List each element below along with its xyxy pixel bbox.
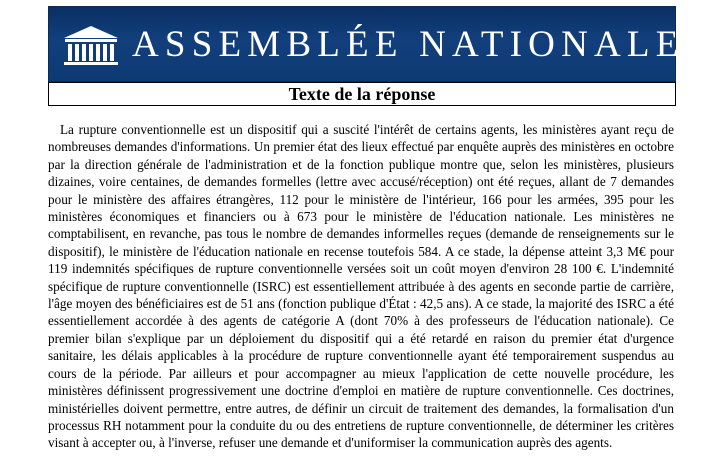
section-heading: Texte de la réponse: [48, 82, 676, 106]
hemicycle-building-icon: [62, 22, 120, 68]
site-title: ASSEMBLÉE NATIONALE: [132, 24, 685, 65]
header-banner: [48, 6, 685, 82]
response-text: La rupture conventionnelle est un dispositif qui a suscité l'intérêt de certains agents, les ministères ayant reçu de nombreuses demandes d'informations. Un premier état des lieux effectué par enquête auprès des ministères en octobre par la direction générale de l'administration et de la fonction publique montre que, selon les ministères, plusieurs dizaines, voire centaines, de demandes formelles (lettre avec accusé/réception) ont été reçues, allant de 7 demandes pour le ministère des affaires étrangères, 112 pour le ministère de l'intérieur, 166 pour les armées, 395 pour les ministères économiques et financiers ou à 673 pour le ministère de l'éducation nationale. Les ministères ne comptabilisent, en revanche, pas tous le nombre de demandes informelles reçues (demande de renseignements sur le dispositif), le ministère de l'éducation nationale en recense toutefois 584. A ce stade, la dépense atteint 3,3 M€ pour 119 indemnités spécifiques de rupture conventionnelle versées soit un coût moyen d'environ 28 100 €. L'indemnité spécifique de rupture conventionnelle (ISRC) est essentiellement attribuée à des agents en seconde partie de carrière, l'âge moyen des bénéficiaires est de 51 ans (fonction publique d'État : 42,5 ans). A ce stade, la majorité des ISRC a été essentiellement accordée à des agents de catégorie A (dont 70% à des professeurs de l'éducation nationale). Ce premier bilan s'explique par un déploiement du dispositif qui a été retardé en raison du premier état d'urgence sanitaire, les délais applicables à la procédure de rupture conventionnelle ayant été temporairement suspendus au cours de la période. Par ailleurs et pour accompagner au mieux l'application de cette nouvelle procédure, les ministères définissent progressivement une doctrine d'emploi en matière de rupture conventionnelle. Ces doctrines, ministérielles doivent permettre, entre autres, de définir un circuit de traitement des demandes, la formalisation d'un processus RH notamment pour la conduite du ou des entretiens de rupture conventionnelle, de déterminer les critères visant à accepter ou, à l'inverse, refuser une demande et d'uniformiser la communication auprès des agents.: [48, 122, 674, 451]
